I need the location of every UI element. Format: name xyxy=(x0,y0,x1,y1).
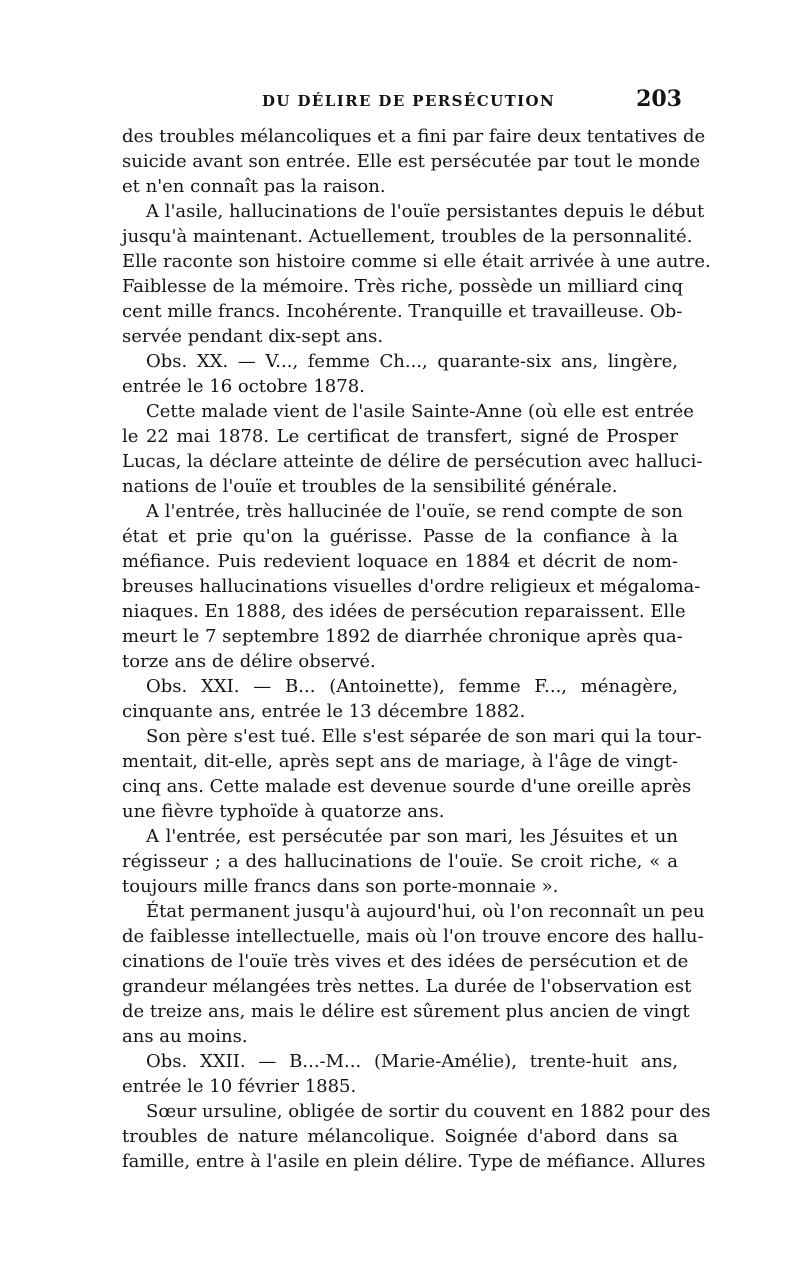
text-line: de treize ans, mais le délire est sûrement plus ancien de vingt xyxy=(122,1001,690,1022)
text-line: nations de l'ouïe et troubles de la sensibilité générale. xyxy=(122,476,618,497)
text-line: régisseur ; a des hallucinations de l'ouïe. Se croit riche, « a xyxy=(122,851,678,872)
text-line: le 22 mai 1878. Le certificat de transfert, signé de Prosper xyxy=(122,426,678,447)
text-line: suicide avant son entrée. Elle est persécutée par tout le monde xyxy=(122,151,701,172)
text-line: A l'asile, hallucinations de l'ouïe persistantes depuis le début xyxy=(146,201,705,222)
text-line: Son père s'est tué. Elle s'est séparée de son mari qui la tour- xyxy=(146,726,702,747)
text-line: entrée le 10 février 1885. xyxy=(122,1076,357,1097)
text-line: Lucas, la déclare atteinte de délire de persécution avec halluci- xyxy=(122,451,703,472)
text-line: famille, entre à l'asile en plein délire. Type de méfiance. Allures xyxy=(122,1151,706,1172)
running-title: DU DÉLIRE DE PERSÉCUTION xyxy=(262,92,556,110)
text-line: breuses hallucinations visuelles d'ordre religieux et mégaloma- xyxy=(122,576,701,597)
text-line: Elle raconte son histoire comme si elle était arrivée à une autre. xyxy=(122,251,711,272)
text-line: troubles de nature mélancolique. Soignée d'abord dans sa xyxy=(122,1126,678,1147)
text-line: Cette malade vient de l'asile Sainte-Anne (où elle est entrée xyxy=(146,401,694,422)
text-line: état et prie qu'on la guérisse. Passe de la confiance à la xyxy=(122,526,678,547)
text-line: une fièvre typhoïde à quatorze ans. xyxy=(122,801,445,822)
body-text xyxy=(122,124,711,1174)
text-line: entrée le 16 octobre 1878. xyxy=(122,376,365,397)
text-line: grandeur mélangées très nettes. La durée de l'observation est xyxy=(122,976,692,997)
text-line: Sœur ursuline, obligée de sortir du couvent en 1882 pour des xyxy=(146,1101,711,1122)
text-line: cinations de l'ouïe très vives et des idées de persécution et de xyxy=(122,951,689,972)
running-head xyxy=(122,86,682,120)
text-line: ans au moins. xyxy=(122,1026,248,1047)
page-number: 203 xyxy=(636,86,682,112)
observation-heading: Obs. XXI. — B... (Antoinette), femme F..., ménagère, xyxy=(146,676,678,697)
text-line: A l'entrée, est persécutée par son mari, les Jésuites et un xyxy=(146,826,678,847)
text-line: toujours mille francs dans son porte-monnaie ». xyxy=(122,876,559,897)
text-line: jusqu'à maintenant. Actuellement, troubles de la personnalité. xyxy=(122,226,693,247)
text-line: cent mille francs. Incohérente. Tranquille et travailleuse. Ob- xyxy=(122,301,683,322)
text-line: État permanent jusqu'à aujourd'hui, où l'on reconnaît un peu xyxy=(146,901,705,922)
text-line: méfiance. Puis redevient loquace en 1884 et décrit de nom- xyxy=(122,551,678,572)
text-line: cinq ans. Cette malade est devenue sourde d'une oreille après xyxy=(122,776,692,797)
text-line: servée pendant dix-sept ans. xyxy=(122,326,384,347)
text-line: torze ans de délire observé. xyxy=(122,651,376,672)
text-line: cinquante ans, entrée le 13 décembre 1882. xyxy=(122,701,526,722)
text-line: Faiblesse de la mémoire. Très riche, possède un milliard cinq xyxy=(122,276,683,297)
text-line: A l'entrée, très hallucinée de l'ouïe, se rend compte de son xyxy=(146,501,683,522)
text-line: niaques. En 1888, des idées de persécution reparaissent. Elle xyxy=(122,601,686,622)
text-line: des troubles mélancoliques et a fini par faire deux tentatives de xyxy=(122,126,706,147)
text-line: et n'en connaît pas la raison. xyxy=(122,176,386,197)
text-line: de faiblesse intellectuelle, mais où l'on trouve encore des hallu- xyxy=(122,926,704,947)
text-line: meurt le 7 septembre 1892 de diarrhée chronique après qua- xyxy=(122,626,683,647)
observation-heading: Obs. XX. — V..., femme Ch..., quarante-six ans, lingère, xyxy=(146,351,678,372)
text-line: mentait, dit-elle, après sept ans de mariage, à l'âge de vingt- xyxy=(122,751,678,772)
observation-heading: Obs. XXII. — B...-M... (Marie-Amélie), trente-huit ans, xyxy=(146,1051,678,1072)
